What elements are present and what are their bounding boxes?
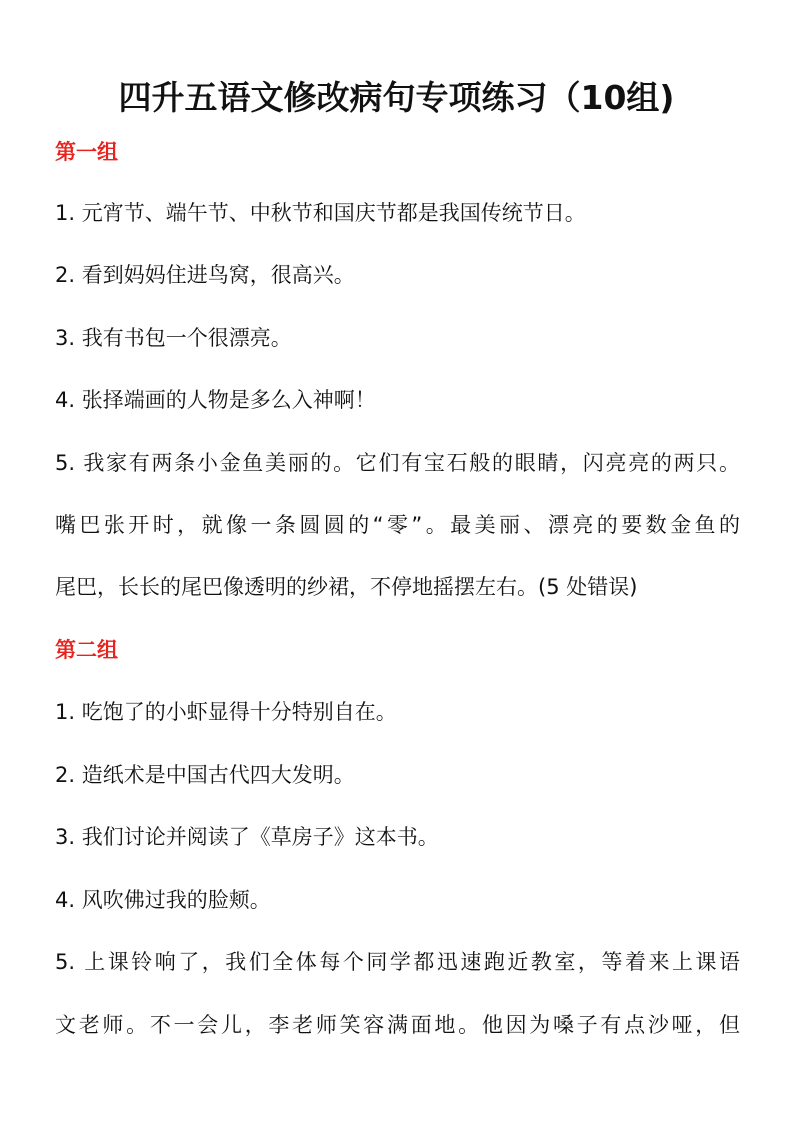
question-line: 尾巴，长长的尾巴像透明的纱裙，不停地摇摆左右。(5 处错误) — [55, 575, 638, 599]
question-line: 3. 我们讨论并阅读了《草房子》这本书。 — [55, 825, 439, 849]
question-line: 4. 张择端画的人物是多么入神啊！ — [55, 388, 376, 412]
question-line: 5. 我家有两条小金鱼美丽的。它们有宝石般的眼睛，闪亮亮的两只。 — [55, 451, 740, 475]
question-line: 文老师。不一会儿，李老师笑容满面地。他因为嗓子有点沙哑，但 — [55, 1013, 740, 1037]
page-title: 四升五语文修改病句专项练习（10组) — [118, 78, 675, 117]
question-line: 1. 元宵节、端午节、中秋节和国庆节都是我国传统节日。 — [55, 201, 586, 225]
question-line: 4. 风吹佛过我的脸颊。 — [55, 888, 271, 912]
question-line: 5. 上课铃响了，我们全体每个同学都迅速跑近教室，等着来上课语 — [55, 950, 740, 974]
group-heading-1: 第一组 — [55, 140, 118, 164]
question-line: 2. 看到妈妈住进鸟窝，很高兴。 — [55, 263, 355, 287]
question-line: 嘴巴张开时，就像一条圆圆的“零”。最美丽、漂亮的要数金鱼的 — [55, 513, 740, 537]
question-line: 3. 我有书包一个很漂亮。 — [55, 326, 292, 350]
question-line: 2. 造纸术是中国古代四大发明。 — [55, 763, 355, 787]
question-line: 1. 吃饱了的小虾显得十分特别自在。 — [55, 700, 397, 724]
group-heading-2: 第二组 — [55, 638, 118, 662]
